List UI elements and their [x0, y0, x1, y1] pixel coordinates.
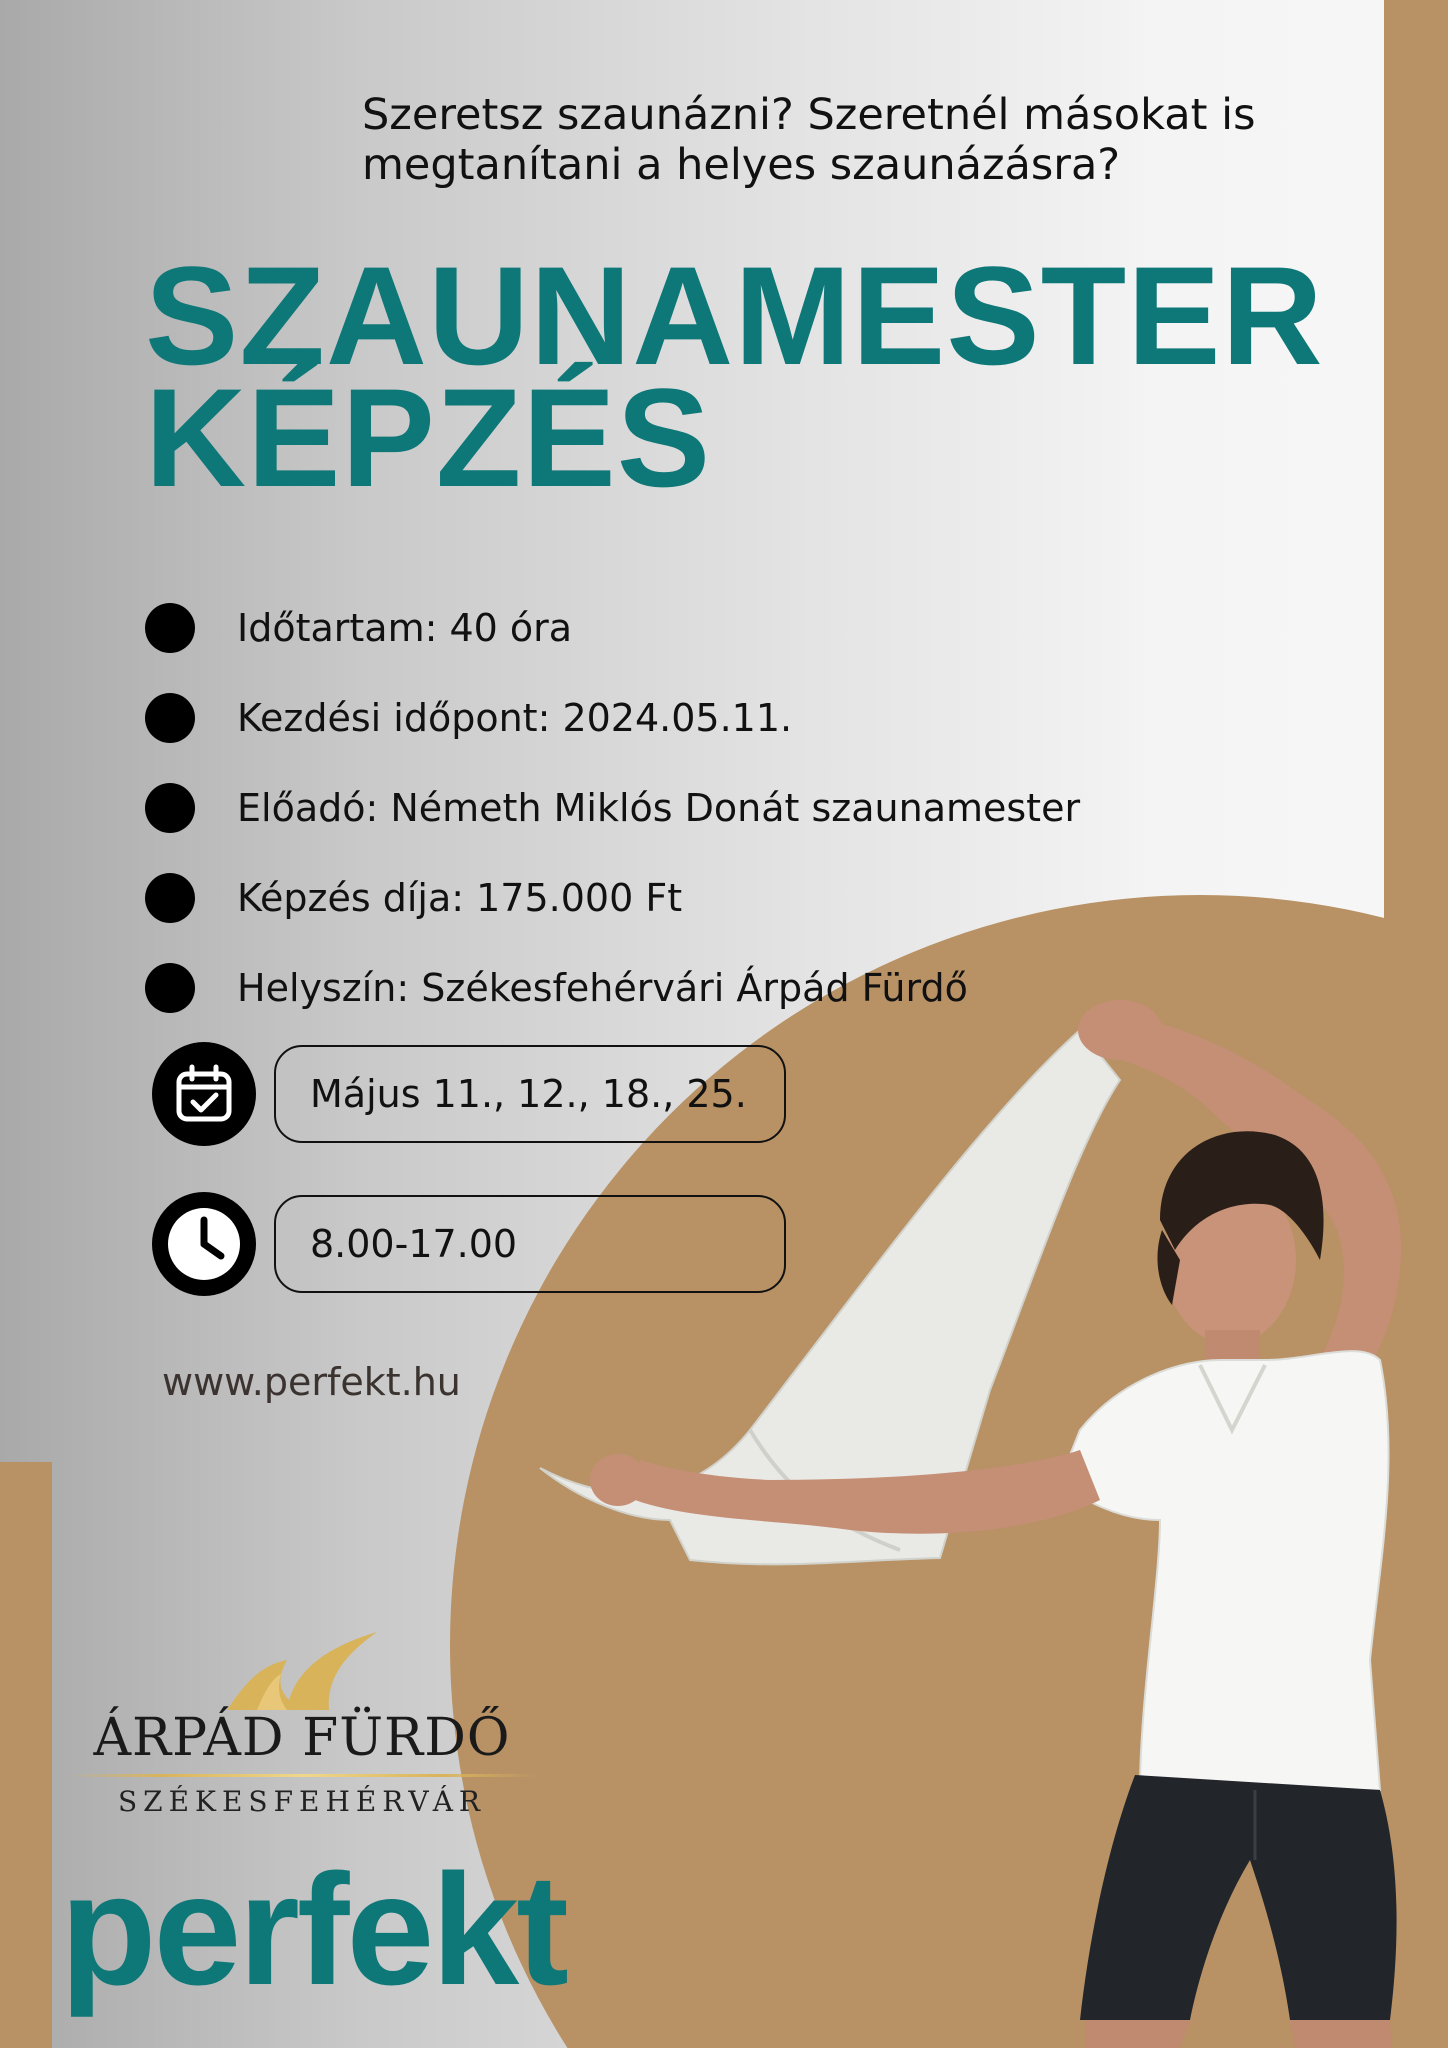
- fact-fee: [145, 853, 1080, 943]
- title-line-2: KÉPZÉS: [145, 359, 712, 516]
- intro-line-2: megtanítani a helyes szaunázásra?: [362, 140, 1121, 190]
- person-with-towel-photo: [520, 960, 1440, 2048]
- fact-start-date: [145, 673, 1080, 763]
- calendar-check-icon: [152, 1042, 256, 1146]
- clock-icon: [152, 1192, 256, 1296]
- bullet-dot: [145, 603, 195, 653]
- bullet-dot: [145, 963, 195, 1013]
- bullet-dot: [145, 873, 195, 923]
- dates-pill: Május 11., 12., 18., 25.: [274, 1045, 786, 1143]
- hours-pill: 8.00-17.00: [274, 1195, 786, 1293]
- arpad-logo-city: SZÉKESFEHÉRVÁR: [117, 1785, 487, 1818]
- fact-lecturer: [145, 763, 1080, 853]
- logo-gold-divider: [67, 1774, 537, 1777]
- arpad-logo-name: ÁRPÁD FÜRDŐ: [93, 1708, 511, 1768]
- arpad-furdo-logo: [62, 1630, 542, 1840]
- intro-question: [362, 90, 1262, 190]
- intro-line-1: Szeretsz szaunázni? Szeretnél másokat is: [362, 90, 1256, 140]
- title-line-1: SZAUNAMESTER: [145, 237, 1324, 394]
- fact-text: Kezdési időpont: 2024.05.11.: [237, 696, 793, 740]
- fact-text: Időtartam: 40 óra: [237, 606, 573, 650]
- bullet-dot: [145, 693, 195, 743]
- fact-text: Előadó: Németh Miklós Donát szaunamester: [237, 786, 1081, 830]
- website-link[interactable]: www.perfekt.hu: [162, 1360, 461, 1404]
- crown-icon: [217, 1630, 387, 1712]
- page-title: [145, 237, 1324, 516]
- perfekt-logo: perfekt: [60, 1842, 566, 2018]
- fact-text: Helyszín: Székesfehérvári Árpád Fürdő: [237, 966, 968, 1010]
- tan-left-corner: [0, 1462, 52, 2048]
- fact-duration: [145, 583, 1080, 673]
- fact-text: Képzés díja: 175.000 Ft: [237, 876, 683, 920]
- bullet-dot: [145, 783, 195, 833]
